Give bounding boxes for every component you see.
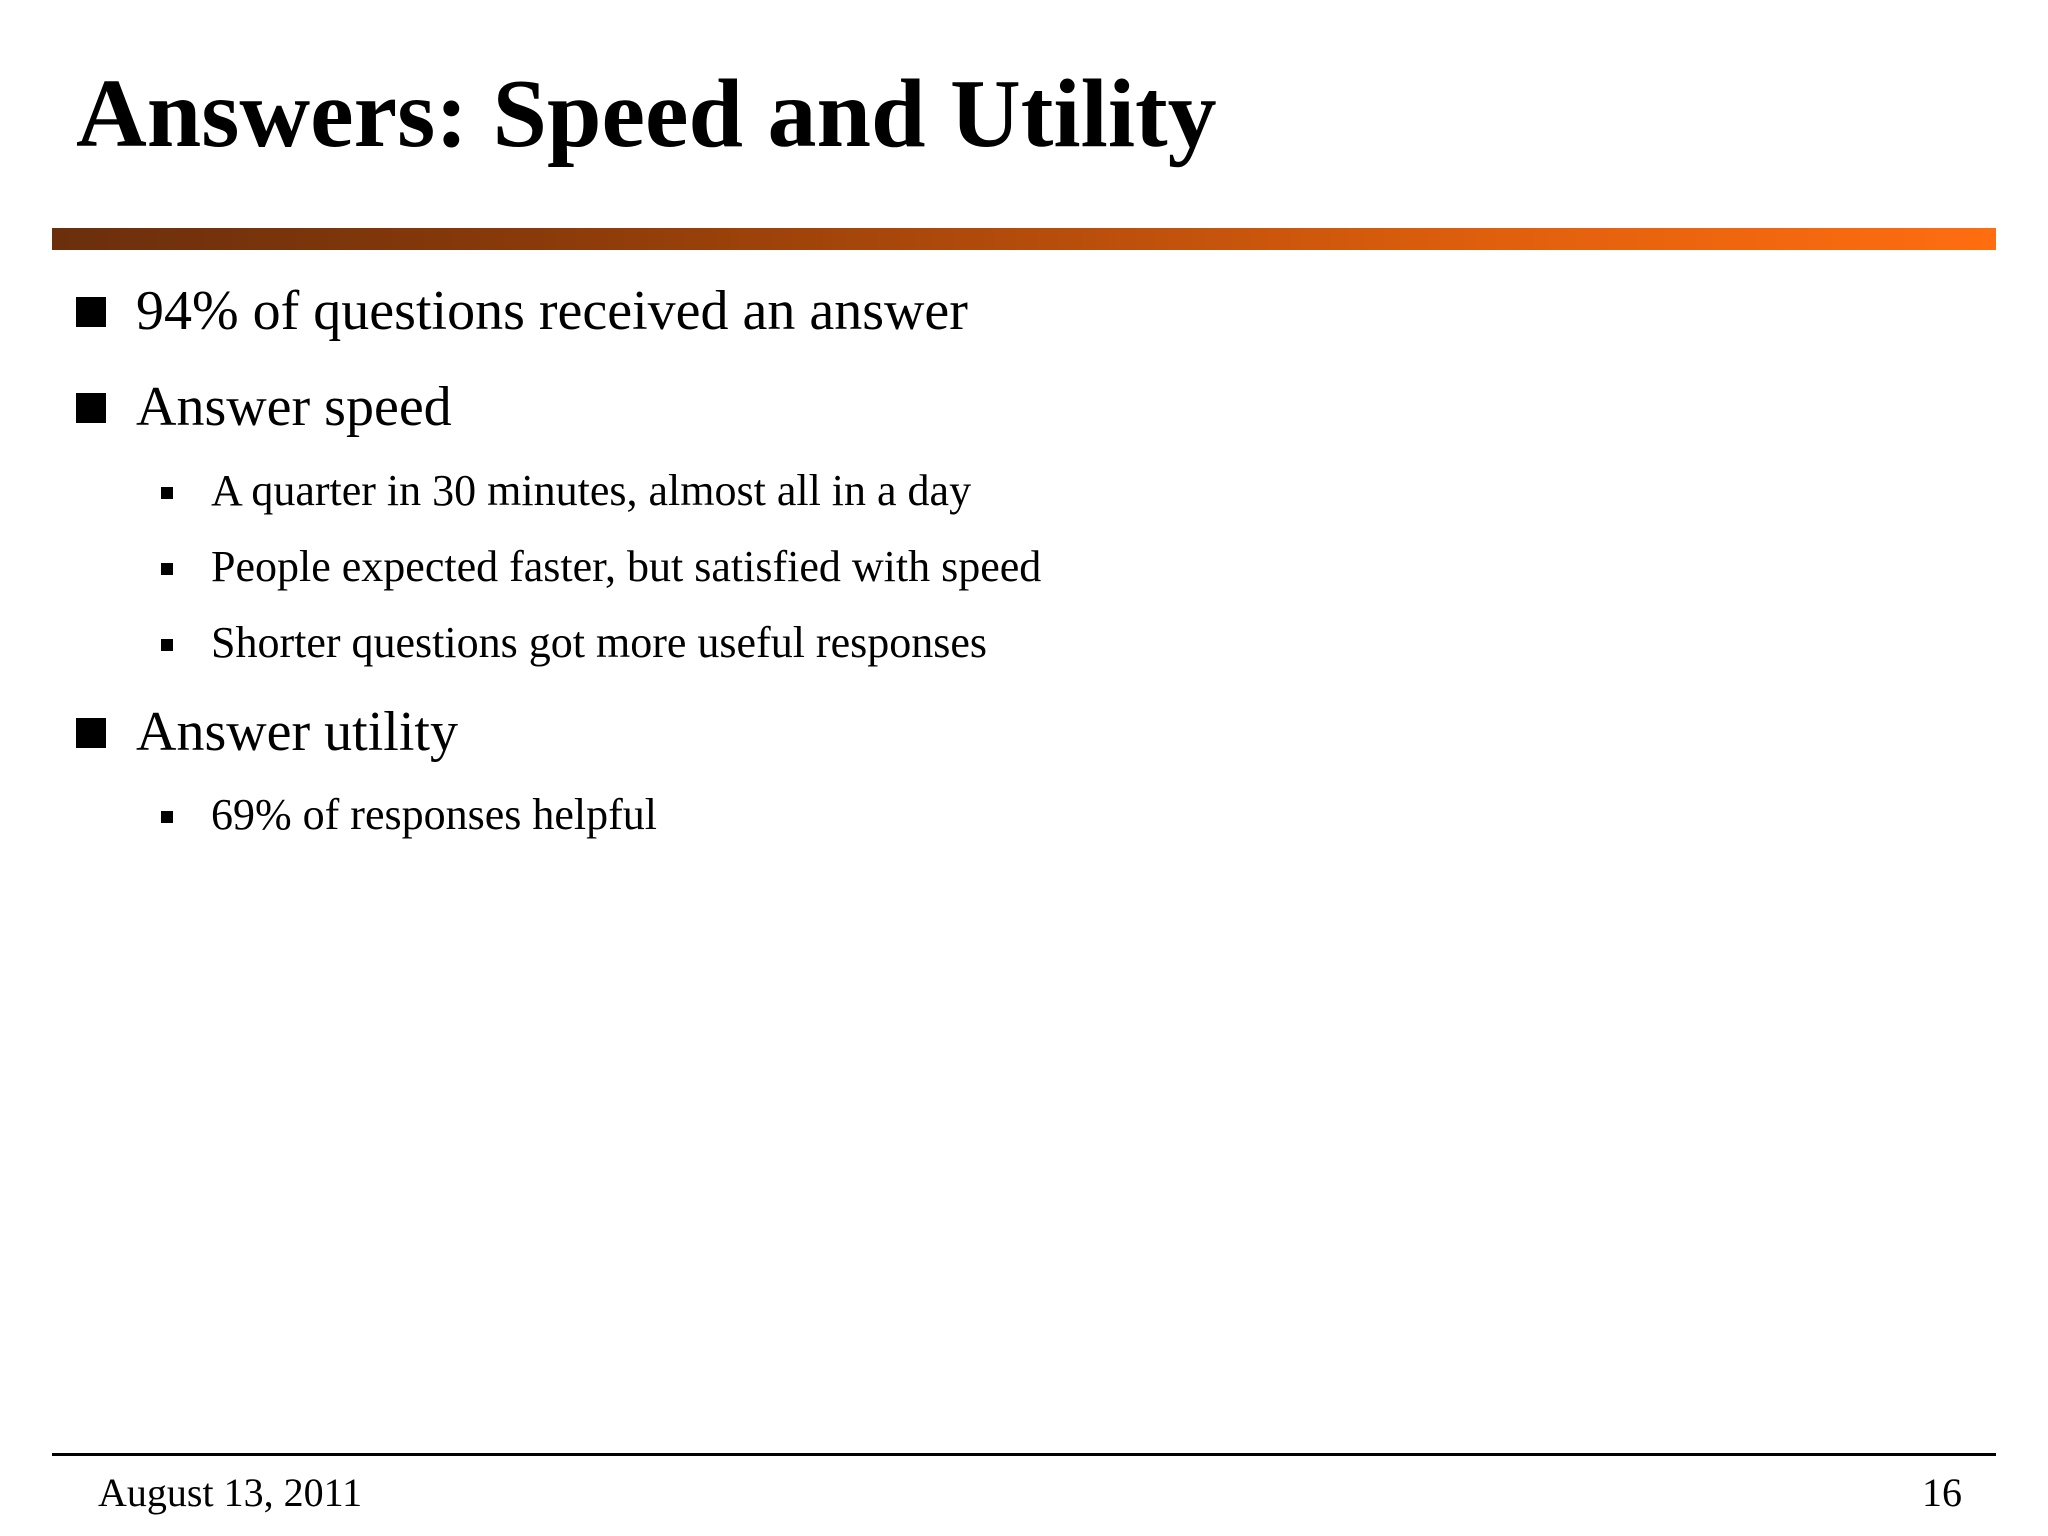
small-square-bullet-icon (161, 563, 173, 575)
sub-bullet-item: People expected faster, but satisfied with speed (211, 542, 1042, 591)
bullet-item: 94% of questions received an answer (136, 280, 968, 342)
square-bullet-icon (76, 393, 106, 423)
sub-bullet-item: 69% of responses helpful (211, 790, 658, 839)
sub-bullet-item: Shorter questions got more useful responses (211, 618, 987, 667)
page-number: 16 (1922, 1470, 1962, 1515)
footer-divider (52, 1453, 1996, 1456)
small-square-bullet-icon (161, 487, 173, 499)
footer-date: August 13, 2011 (98, 1470, 363, 1515)
bullet-item: Answer speed (136, 376, 452, 438)
bullet-item: Answer utility (136, 701, 458, 763)
square-bullet-icon (76, 718, 106, 748)
title-underline-bar (52, 228, 1996, 250)
small-square-bullet-icon (161, 811, 173, 823)
slide-title: Answers: Speed and Utility (76, 60, 1217, 168)
square-bullet-icon (76, 297, 106, 327)
small-square-bullet-icon (161, 639, 173, 651)
sub-bullet-item: A quarter in 30 minutes, almost all in a day (211, 466, 972, 515)
